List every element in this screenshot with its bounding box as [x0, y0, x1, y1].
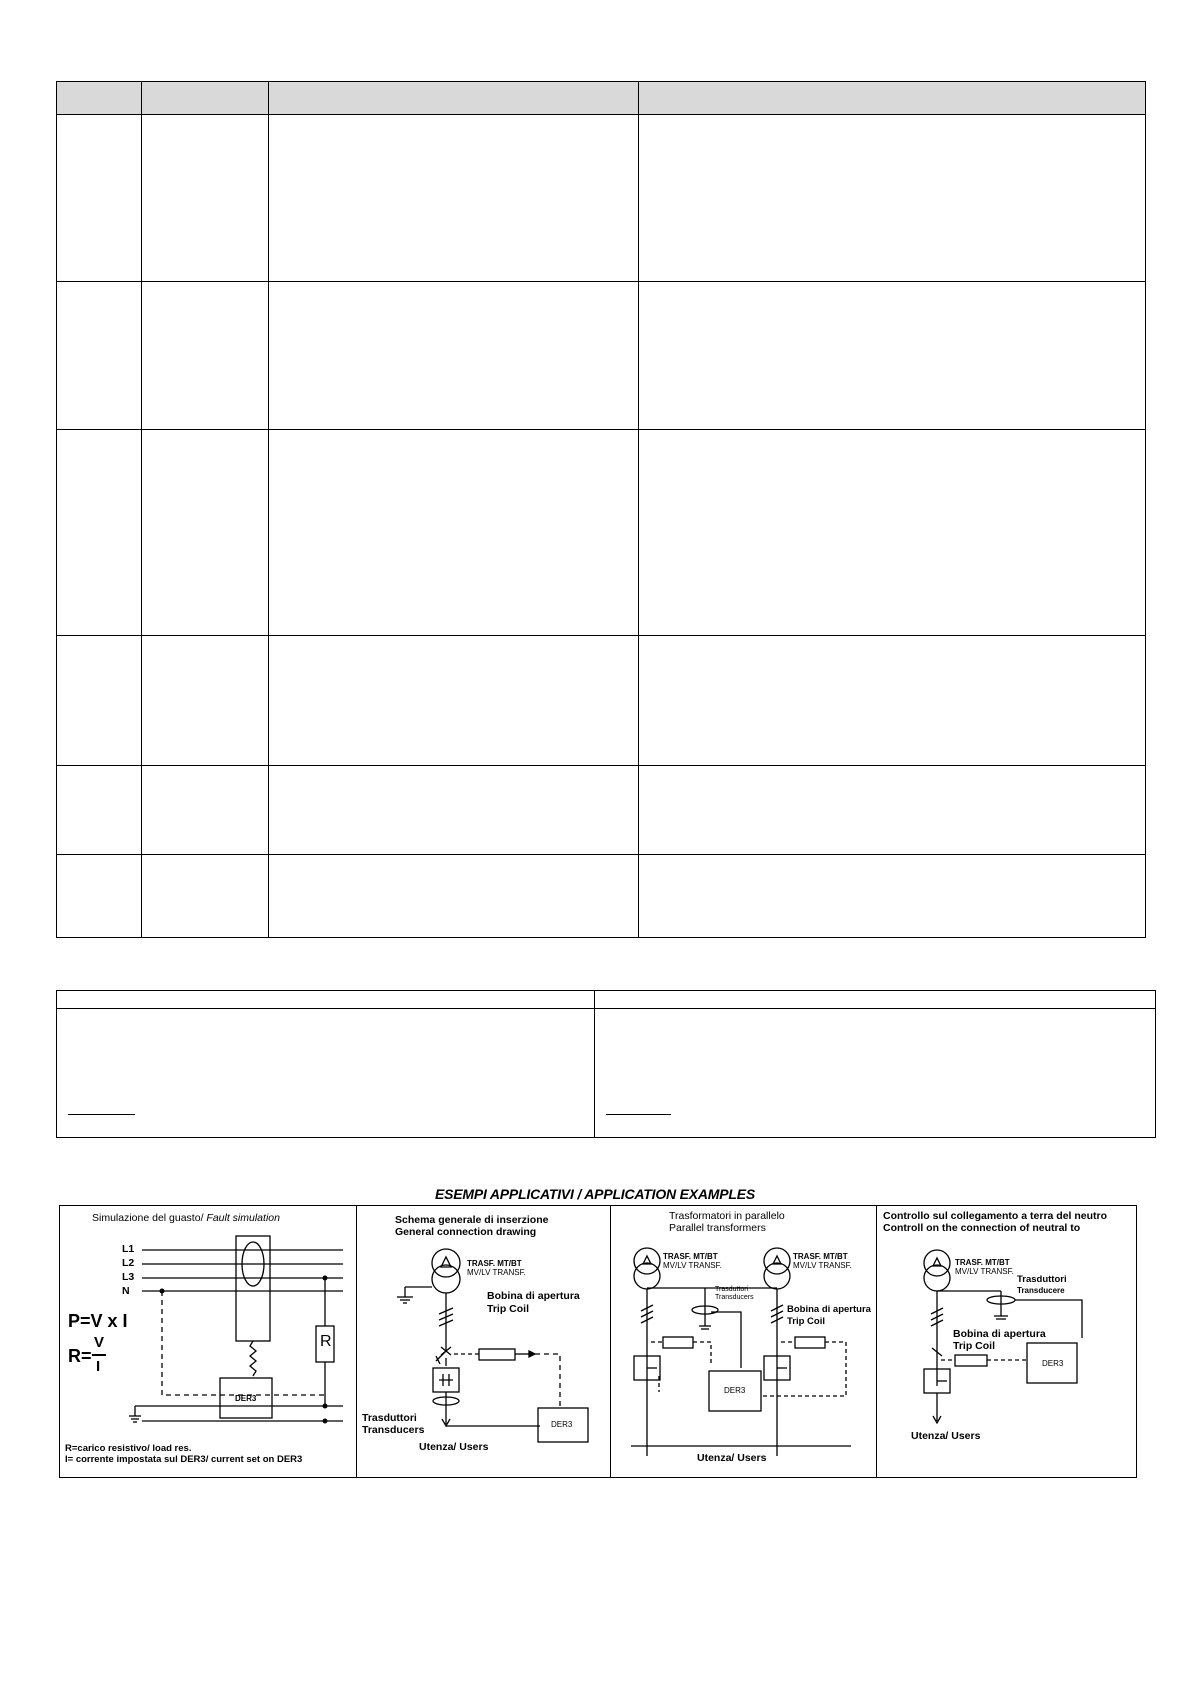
notes-cell-right — [595, 1009, 1156, 1138]
users-label: Utenza/ Users — [911, 1430, 981, 1442]
header-cell — [269, 82, 639, 115]
transducers-label-en: Transducers — [362, 1424, 425, 1436]
parallel-title-en: Parallel transformers — [669, 1222, 766, 1234]
transformer-label: TRASF. MT/BT — [467, 1259, 522, 1268]
header-cell — [57, 991, 595, 1009]
resistance-formula: R= — [68, 1346, 92, 1366]
underline-mark — [606, 1114, 671, 1115]
spec-table-header — [57, 82, 1146, 115]
trip-coil-label-en: Trip Coil — [487, 1303, 529, 1315]
power-formula: P=V x I — [68, 1311, 128, 1331]
header-cell — [639, 82, 1146, 115]
trip-coil-label-en: Trip Coil — [787, 1316, 825, 1327]
examples-title: ESEMPI APPLICATIVI / APPLICATION EXAMPLES — [434, 1186, 756, 1202]
transducers-label: Trasduttori — [715, 1286, 749, 1293]
transducers-label-en: Transducers — [715, 1294, 754, 1301]
general-title-it: Schema generale di inserzione — [395, 1214, 549, 1226]
fault-title: Simulazione del guasto/ Fault simulation — [92, 1212, 280, 1224]
trip-coil-label-en: Trip Coil — [953, 1340, 995, 1352]
table-row — [57, 1009, 1156, 1138]
der3-device: DER3 — [551, 1420, 573, 1429]
users-label: Utenza/ Users — [697, 1452, 767, 1464]
transformer-label-en: MV/LV TRANSF. — [955, 1267, 1014, 1276]
table-row — [57, 855, 1146, 938]
parallel-title-it: Trasformatori in parallelo — [669, 1210, 785, 1222]
fraction-bar — [92, 1354, 106, 1356]
trip-coil-label: Bobina di apertura — [787, 1304, 871, 1315]
transformer-label-en: MV/LV TRANSF. — [467, 1268, 526, 1277]
header-cell — [595, 991, 1156, 1009]
transformer-label-right: TRASF. MT/BT — [793, 1252, 848, 1261]
notes-table-header — [57, 991, 1156, 1009]
transducers-label: Trasduttori — [1017, 1274, 1067, 1285]
general-title-en: General connection drawing — [395, 1226, 537, 1238]
resistor-label: R — [320, 1333, 332, 1350]
trip-coil-label: Bobina di apertura — [487, 1290, 580, 1302]
panel-parallel-transformers — [610, 1206, 877, 1477]
users-label: Utenza/ Users — [419, 1441, 489, 1453]
header-cell — [57, 82, 142, 115]
underline-mark — [68, 1114, 135, 1115]
transformer-label-left: TRASF. MT/BT — [663, 1252, 718, 1261]
table-row — [57, 115, 1146, 282]
line-label-l3: L3 — [122, 1271, 135, 1283]
table-row — [57, 636, 1146, 766]
der3-device: DER3 — [724, 1386, 746, 1395]
der3-device: DER3 — [235, 1394, 257, 1403]
transformer-label-right-en: MV/LV TRANSF. — [793, 1261, 852, 1270]
panel-fault-simulation — [60, 1206, 356, 1477]
panel-neutral-connection — [876, 1206, 1135, 1477]
der3-device: DER3 — [1042, 1359, 1064, 1368]
notes-table — [56, 990, 1156, 1138]
note-current-set: I= corrente impostata sul DER3/ current set on DER3 — [65, 1454, 303, 1465]
table-row — [57, 430, 1146, 636]
panel-general-connection — [356, 1206, 611, 1477]
notes-cell-left — [57, 1009, 595, 1138]
trip-coil-label: Bobina di apertura — [953, 1328, 1046, 1340]
neutral-title-en: Controll on the connection of neutral to — [883, 1222, 1081, 1234]
transducers-label: Trasduttori — [362, 1412, 417, 1424]
transformer-label-left-en: MV/LV TRANSF. — [663, 1261, 722, 1270]
general-connection-diagram — [357, 1206, 611, 1477]
note-resistive-load: R=carico resistivo/ load res. — [65, 1443, 192, 1454]
application-examples — [59, 1205, 1137, 1478]
table-row — [57, 282, 1146, 430]
transformer-label: TRASF. MT/BT — [955, 1258, 1010, 1267]
line-label-l2: L2 — [122, 1257, 135, 1269]
neutral-title-it: Controllo sul collegamento a terra del neutro — [883, 1210, 1108, 1222]
formula-numerator: V — [94, 1334, 105, 1351]
line-label-l1: L1 — [122, 1243, 135, 1255]
parallel-transformers-diagram — [611, 1206, 877, 1477]
header-cell — [142, 82, 269, 115]
spec-table — [56, 81, 1146, 938]
table-row — [57, 766, 1146, 855]
line-label-n: N — [122, 1285, 130, 1297]
transducers-label-en: Transducere — [1017, 1286, 1065, 1295]
fault-simulation-diagram — [60, 1206, 356, 1477]
formula-denominator: I — [96, 1358, 101, 1375]
